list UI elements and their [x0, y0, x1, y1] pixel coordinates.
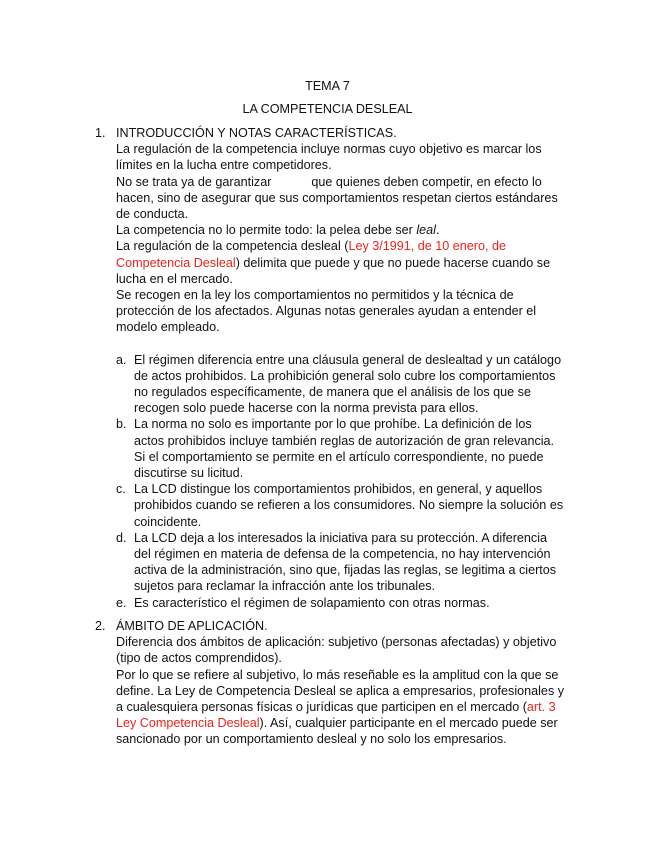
list-item-text: El régimen diferencia entre una cláusula general de deslealtad y un catálogo de actos prohibidos. La prohibición general solo cubre los comportamientos no regulados específicamente, de manera que el análisis de los que se recogen solo puede hacerse con la norma prevista para ellos.	[134, 352, 562, 416]
list-item-text: La norma no solo es importante por lo que prohíbe. La definición de los actos prohibidos incluye también reglas de autorización de gran relevancia. Si el comportamiento se permite en el artículo correspondiente, no puede discutirse su licitud.	[134, 417, 555, 481]
list-marker: c.	[116, 482, 126, 497]
section-heading	[95, 618, 565, 634]
list-item-text: La LCD distingue los comportamientos prohibidos, en general, y aquellos prohibidos cuando se refieren a los consumidores. No siempre la solución es coincidente.	[134, 482, 564, 529]
section-heading	[95, 125, 565, 141]
list-item	[95, 352, 565, 417]
characteristics-list	[95, 352, 565, 611]
section-heading-text: ÁMBITO DE APLICACIÓN.	[116, 619, 268, 633]
list-marker: b.	[116, 417, 127, 432]
paragraph: Se recogen en la ley los comportamientos no permitidos y la técnica de protección de los afectados. Algunas notas generales ayudan a entender el modelo empleado.	[116, 288, 537, 335]
section-number: 2.	[95, 619, 106, 633]
section-number: 1.	[95, 126, 106, 140]
paragraph: La regulación de la competencia incluye normas cuyo objetivo es marcar los límites en la lucha entre competidores.	[116, 142, 542, 173]
paragraph: La competencia no lo permite todo: la pelea debe ser leal.	[116, 223, 440, 238]
law-reference-link[interactable]: art. 3 Ley Competencia Desleal	[116, 700, 556, 731]
list-item	[95, 530, 565, 595]
list-item-text: La LCD deja a los interesados la iniciativa para su protección. A diferencia del régimen en materia de defensa de la competencia, no hay intervención activa de la administración, sino que, fijadas las reglas, se legitima a ciertos sujetos para reclamar la infracción ante los tribunales.	[134, 530, 557, 594]
paragraph: No se trata ya de garantizar que quienes deben competir, en efecto lo hacen, sino de asegurar que sus comportamientos respetan ciertos estándares de conducta.	[116, 174, 558, 222]
emphasis-leal: leal	[416, 223, 436, 238]
section-body	[95, 634, 565, 747]
section-ambito	[95, 618, 565, 748]
list-item-text: Es característico el régimen de solapamiento con otras normas.	[134, 595, 490, 610]
law-reference-link[interactable]: Ley 3/1991, de 10 enero, de Competencia Desleal	[116, 239, 506, 270]
list-item	[95, 595, 565, 611]
section-body	[95, 141, 565, 335]
section-introduccion	[95, 125, 565, 611]
page-subtitle: LA COMPETENCIA DESLEAL	[242, 102, 413, 116]
list-marker: a.	[116, 352, 127, 367]
page-title: TEMA 7	[305, 79, 350, 93]
list-marker: e.	[116, 595, 127, 610]
list-marker: d.	[116, 530, 127, 545]
paragraph: La regulación de la competencia desleal (Ley 3/1991, de 10 enero, de Competencia Desleal) delimita que puede y que no puede hacerse cuando se lucha en el mercado.	[116, 239, 551, 286]
paragraph: Diferencia dos ámbitos de aplicación: subjetivo (personas afectadas) y objetivo (tipo de actos comprendidos).	[116, 635, 557, 666]
paragraph: Por lo que se refiere al subjetivo, lo más reseñable es la amplitud con la que se define. La Ley de Competencia Desleal se aplica a empresarios, profesionales y a cualesquiera personas físicas o jurídicas que participen en el mercado (art. 3 Ley Competencia Desleal). Así, cualquier participante en el mercado puede ser sancionado por un comportamiento desleal y no solo los empresarios.	[116, 667, 565, 747]
list-item	[95, 416, 565, 481]
section-heading-text: INTRODUCCIÓN Y NOTAS CARACTERÍSTICAS.	[116, 126, 397, 140]
list-item	[95, 481, 565, 530]
